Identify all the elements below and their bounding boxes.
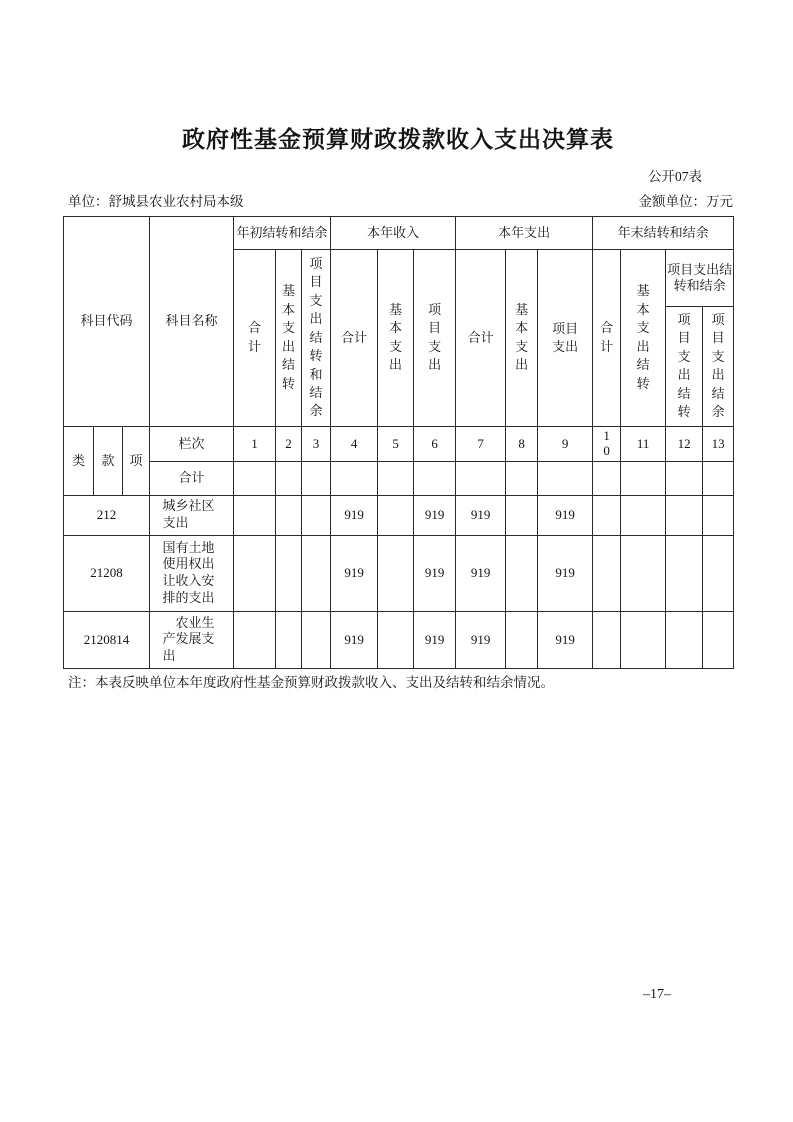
subgroup-end-project-carryover: 项目支出结转和结余 <box>666 249 734 306</box>
header-group-row <box>64 216 734 249</box>
col-header-text: 合计 <box>600 320 614 354</box>
value-cell: 919 <box>456 535 506 611</box>
value-cell: 919 <box>331 495 378 535</box>
value-cell <box>378 495 414 535</box>
col-header-begin-total <box>234 249 276 426</box>
col-header-end-project-carryforward <box>666 306 703 426</box>
col-header-expense-basic <box>506 249 538 426</box>
col-header-text: 项目支出结转和结余 <box>309 255 323 419</box>
column-number-cell: 6 <box>414 426 456 461</box>
value-cell <box>703 461 734 495</box>
column-number-cell: 8 <box>506 426 538 461</box>
value-cell <box>276 611 302 668</box>
col-header-expense-project <box>538 249 593 426</box>
value-cell <box>276 535 302 611</box>
page-number: –17– <box>643 987 671 1002</box>
value-cell <box>234 611 276 668</box>
table-number-label: 公开07表 <box>648 168 702 184</box>
value-cell <box>621 535 666 611</box>
value-cell <box>666 461 703 495</box>
col-header-begin-project-carryover <box>302 249 331 426</box>
value-cell <box>666 535 703 611</box>
value-cell <box>593 461 621 495</box>
value-cell: 919 <box>538 611 593 668</box>
value-cell <box>302 495 331 535</box>
table-row <box>64 611 734 668</box>
value-cell <box>302 611 331 668</box>
col-header-text: 基本支出 <box>389 301 403 373</box>
value-cell <box>302 535 331 611</box>
total-row-label: 合计 <box>150 461 234 495</box>
subject-name-cell <box>150 495 234 535</box>
document-title: 政府性基金预算财政拨款收入支出决算表 <box>182 127 614 152</box>
unit-label: 单位：舒城县农业农村局本级 <box>68 194 244 210</box>
col-header-text: 合计 <box>248 320 262 354</box>
total-row <box>64 461 734 495</box>
column-number-cell <box>593 426 621 461</box>
document-content <box>63 126 733 691</box>
value-cell <box>703 611 734 668</box>
col-header-text: 基本支出 <box>515 301 529 373</box>
value-cell: 919 <box>456 495 506 535</box>
table-row <box>64 495 734 535</box>
value-cell <box>302 461 331 495</box>
value-cell <box>621 461 666 495</box>
corner-section: 款 <box>94 426 123 495</box>
subject-name-text: 农业生产发展支出 <box>162 614 215 664</box>
header-subject-code: 科目代码 <box>64 216 150 426</box>
value-cell <box>331 461 378 495</box>
subject-name-text: 国有土地使用权出让收入安排的支出 <box>162 539 215 606</box>
value-cell <box>703 535 734 611</box>
col-header-end-project-balance <box>703 306 734 426</box>
value-cell <box>666 495 703 535</box>
col-header-income-basic <box>378 249 414 426</box>
col-header-text: 项目支出结转 <box>677 311 691 420</box>
value-cell <box>378 535 414 611</box>
value-cell <box>378 461 414 495</box>
column-number-cell: 12 <box>666 426 703 461</box>
column-number-cell: 5 <box>378 426 414 461</box>
value-cell <box>593 495 621 535</box>
meta-row <box>63 193 733 211</box>
column-number-cell: 13 <box>703 426 734 461</box>
budget-table <box>63 216 734 669</box>
value-cell: 919 <box>331 535 378 611</box>
column-number-row <box>64 426 734 461</box>
value-cell <box>414 461 456 495</box>
subject-code-cell: 21208 <box>64 535 150 611</box>
value-cell <box>378 611 414 668</box>
value-cell <box>234 461 276 495</box>
subject-code-cell: 212 <box>64 495 150 535</box>
column-number-cell: 11 <box>621 426 666 461</box>
group-current-year-expenditure: 本年支出 <box>456 216 593 249</box>
value-cell <box>506 495 538 535</box>
col-header-text: 基本支出结转 <box>282 283 296 391</box>
corner-item: 项 <box>123 426 150 495</box>
group-year-end-carryover: 年末结转和结余 <box>593 216 734 249</box>
col-header-begin-basic-carryover <box>276 249 302 426</box>
col-header-end-total <box>593 249 621 426</box>
subject-code-cell: 2120814 <box>64 611 150 668</box>
column-number-cell: 3 <box>302 426 331 461</box>
header-subject-name: 科目名称 <box>150 216 234 426</box>
value-cell <box>621 495 666 535</box>
col-header-text: 项目支出 <box>552 321 579 354</box>
corner-class: 类 <box>64 426 94 495</box>
value-cell: 919 <box>414 495 456 535</box>
table-row <box>64 535 734 611</box>
col-header-expense-total: 合计 <box>456 249 506 426</box>
column-number-cell: 1 <box>234 426 276 461</box>
value-cell <box>506 461 538 495</box>
value-cell <box>276 461 302 495</box>
table-note: 注：本表反映单位本年度政府性基金预算财政拨款收入、支出及结转和结余情况。 <box>68 674 554 690</box>
group-beginning-carryover: 年初结转和结余 <box>234 216 331 249</box>
column-number-cell: 7 <box>456 426 506 461</box>
amount-unit-label: 金额单位：万元 <box>638 194 733 210</box>
col-header-income-project <box>414 249 456 426</box>
column-number-cell: 9 <box>538 426 593 461</box>
subject-name-cell <box>150 535 234 611</box>
value-cell: 919 <box>414 611 456 668</box>
lanci-label: 栏次 <box>150 426 234 461</box>
col-header-text: 基本支出结转 <box>636 283 650 391</box>
value-cell: 919 <box>538 535 593 611</box>
value-cell <box>593 611 621 668</box>
col-header-income-total: 合计 <box>331 249 378 426</box>
value-cell: 919 <box>331 611 378 668</box>
subject-name-text: 城乡社区支出 <box>162 498 215 531</box>
value-cell: 919 <box>456 611 506 668</box>
value-cell <box>621 611 666 668</box>
value-cell: 919 <box>414 535 456 611</box>
value-cell <box>666 611 703 668</box>
value-cell <box>538 461 593 495</box>
col-header-end-basic-carryover <box>621 249 666 426</box>
value-cell <box>506 535 538 611</box>
value-cell <box>456 461 506 495</box>
value-cell <box>234 495 276 535</box>
value-cell <box>506 611 538 668</box>
value-cell <box>703 495 734 535</box>
col-header-text: 项目支出结余 <box>711 311 725 420</box>
column-number-cell: 2 <box>276 426 302 461</box>
group-current-year-income: 本年收入 <box>331 216 456 249</box>
col-header-text: 项目支出 <box>428 301 442 373</box>
subject-name-cell <box>150 611 234 668</box>
value-cell <box>276 495 302 535</box>
column-number-text: 10 <box>603 427 610 458</box>
value-cell <box>234 535 276 611</box>
value-cell <box>593 535 621 611</box>
value-cell: 919 <box>538 495 593 535</box>
column-number-cell: 4 <box>331 426 378 461</box>
